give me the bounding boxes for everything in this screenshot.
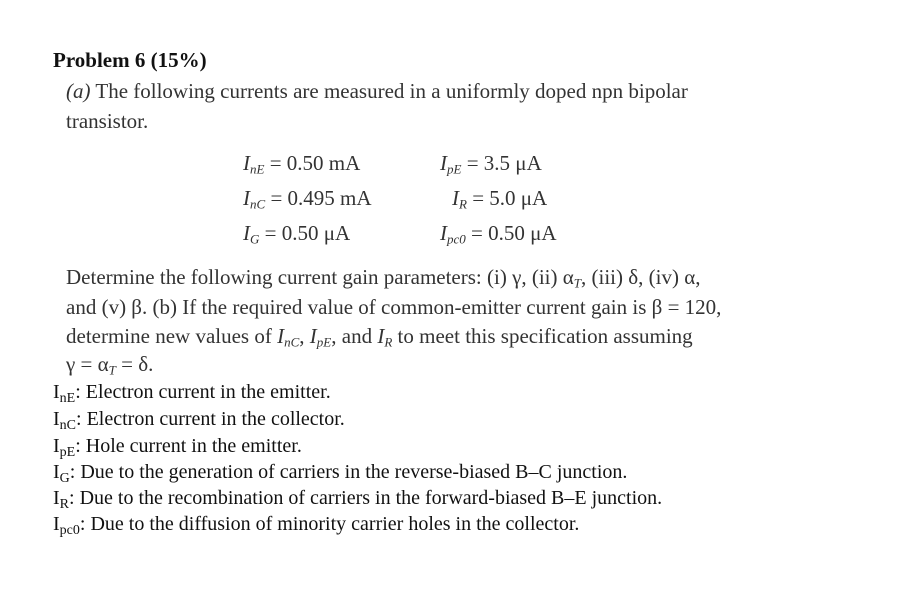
definition-ipe: $I_{pE}$: Hole current in the emitter.: [53, 435, 302, 460]
task-line-1: Determine the following current gain parameters: (i) γ, (ii) $\alpha_T$, (iii) δ, (iv) α,: [66, 265, 701, 291]
intro-line-1: [66, 79, 688, 104]
equation-ipe: $I_{pE} = 3.5$ μA: [440, 151, 542, 177]
equation-ig: $I_G = 0.50$ μA: [243, 221, 351, 247]
equation-ine: $I_{nE} = 0.50$ mA: [243, 151, 361, 177]
intro-text-1: The following currents are measured in a uniformly doped npn bipolar: [90, 79, 688, 103]
definition-inc: $I_{nC}$: Electron current in the collector.: [53, 408, 345, 433]
equation-ir: $I_R = 5.0$ μA: [452, 186, 548, 212]
task-line-3: determine new values of $I_{nC}$, $I_{pE}$, and $I_R$ to meet this specification assuming: [66, 324, 693, 350]
definition-ipc0: $I_{pc0}$: Due to the diffusion of minority carrier holes in the collector.: [53, 513, 580, 538]
task-line-2: and (v) β. (b) If the required value of common-emitter current gain is β = 120,: [66, 295, 722, 319]
equation-inc: $I_{nC} = 0.495$ mA: [243, 186, 372, 212]
definition-ine: $I_{nE}$: Electron current in the emitter.: [53, 381, 331, 406]
task-line-4: $\gamma = \alpha_T = \delta$.: [66, 352, 154, 378]
definition-ig: $I_G$: Due to the generation of carriers in the reverse-biased B–C junction.: [53, 461, 628, 486]
problem-title: Problem 6 (15%): [53, 48, 207, 72]
equation-ipc0: $I_{pc0} = 0.50$ μA: [440, 221, 557, 247]
part-a-label: (a): [66, 79, 91, 103]
definition-ir: $I_R$: Due to the recombination of carriers in the forward-biased B–E junction.: [53, 487, 663, 512]
intro-line-2: transistor.: [66, 109, 149, 133]
